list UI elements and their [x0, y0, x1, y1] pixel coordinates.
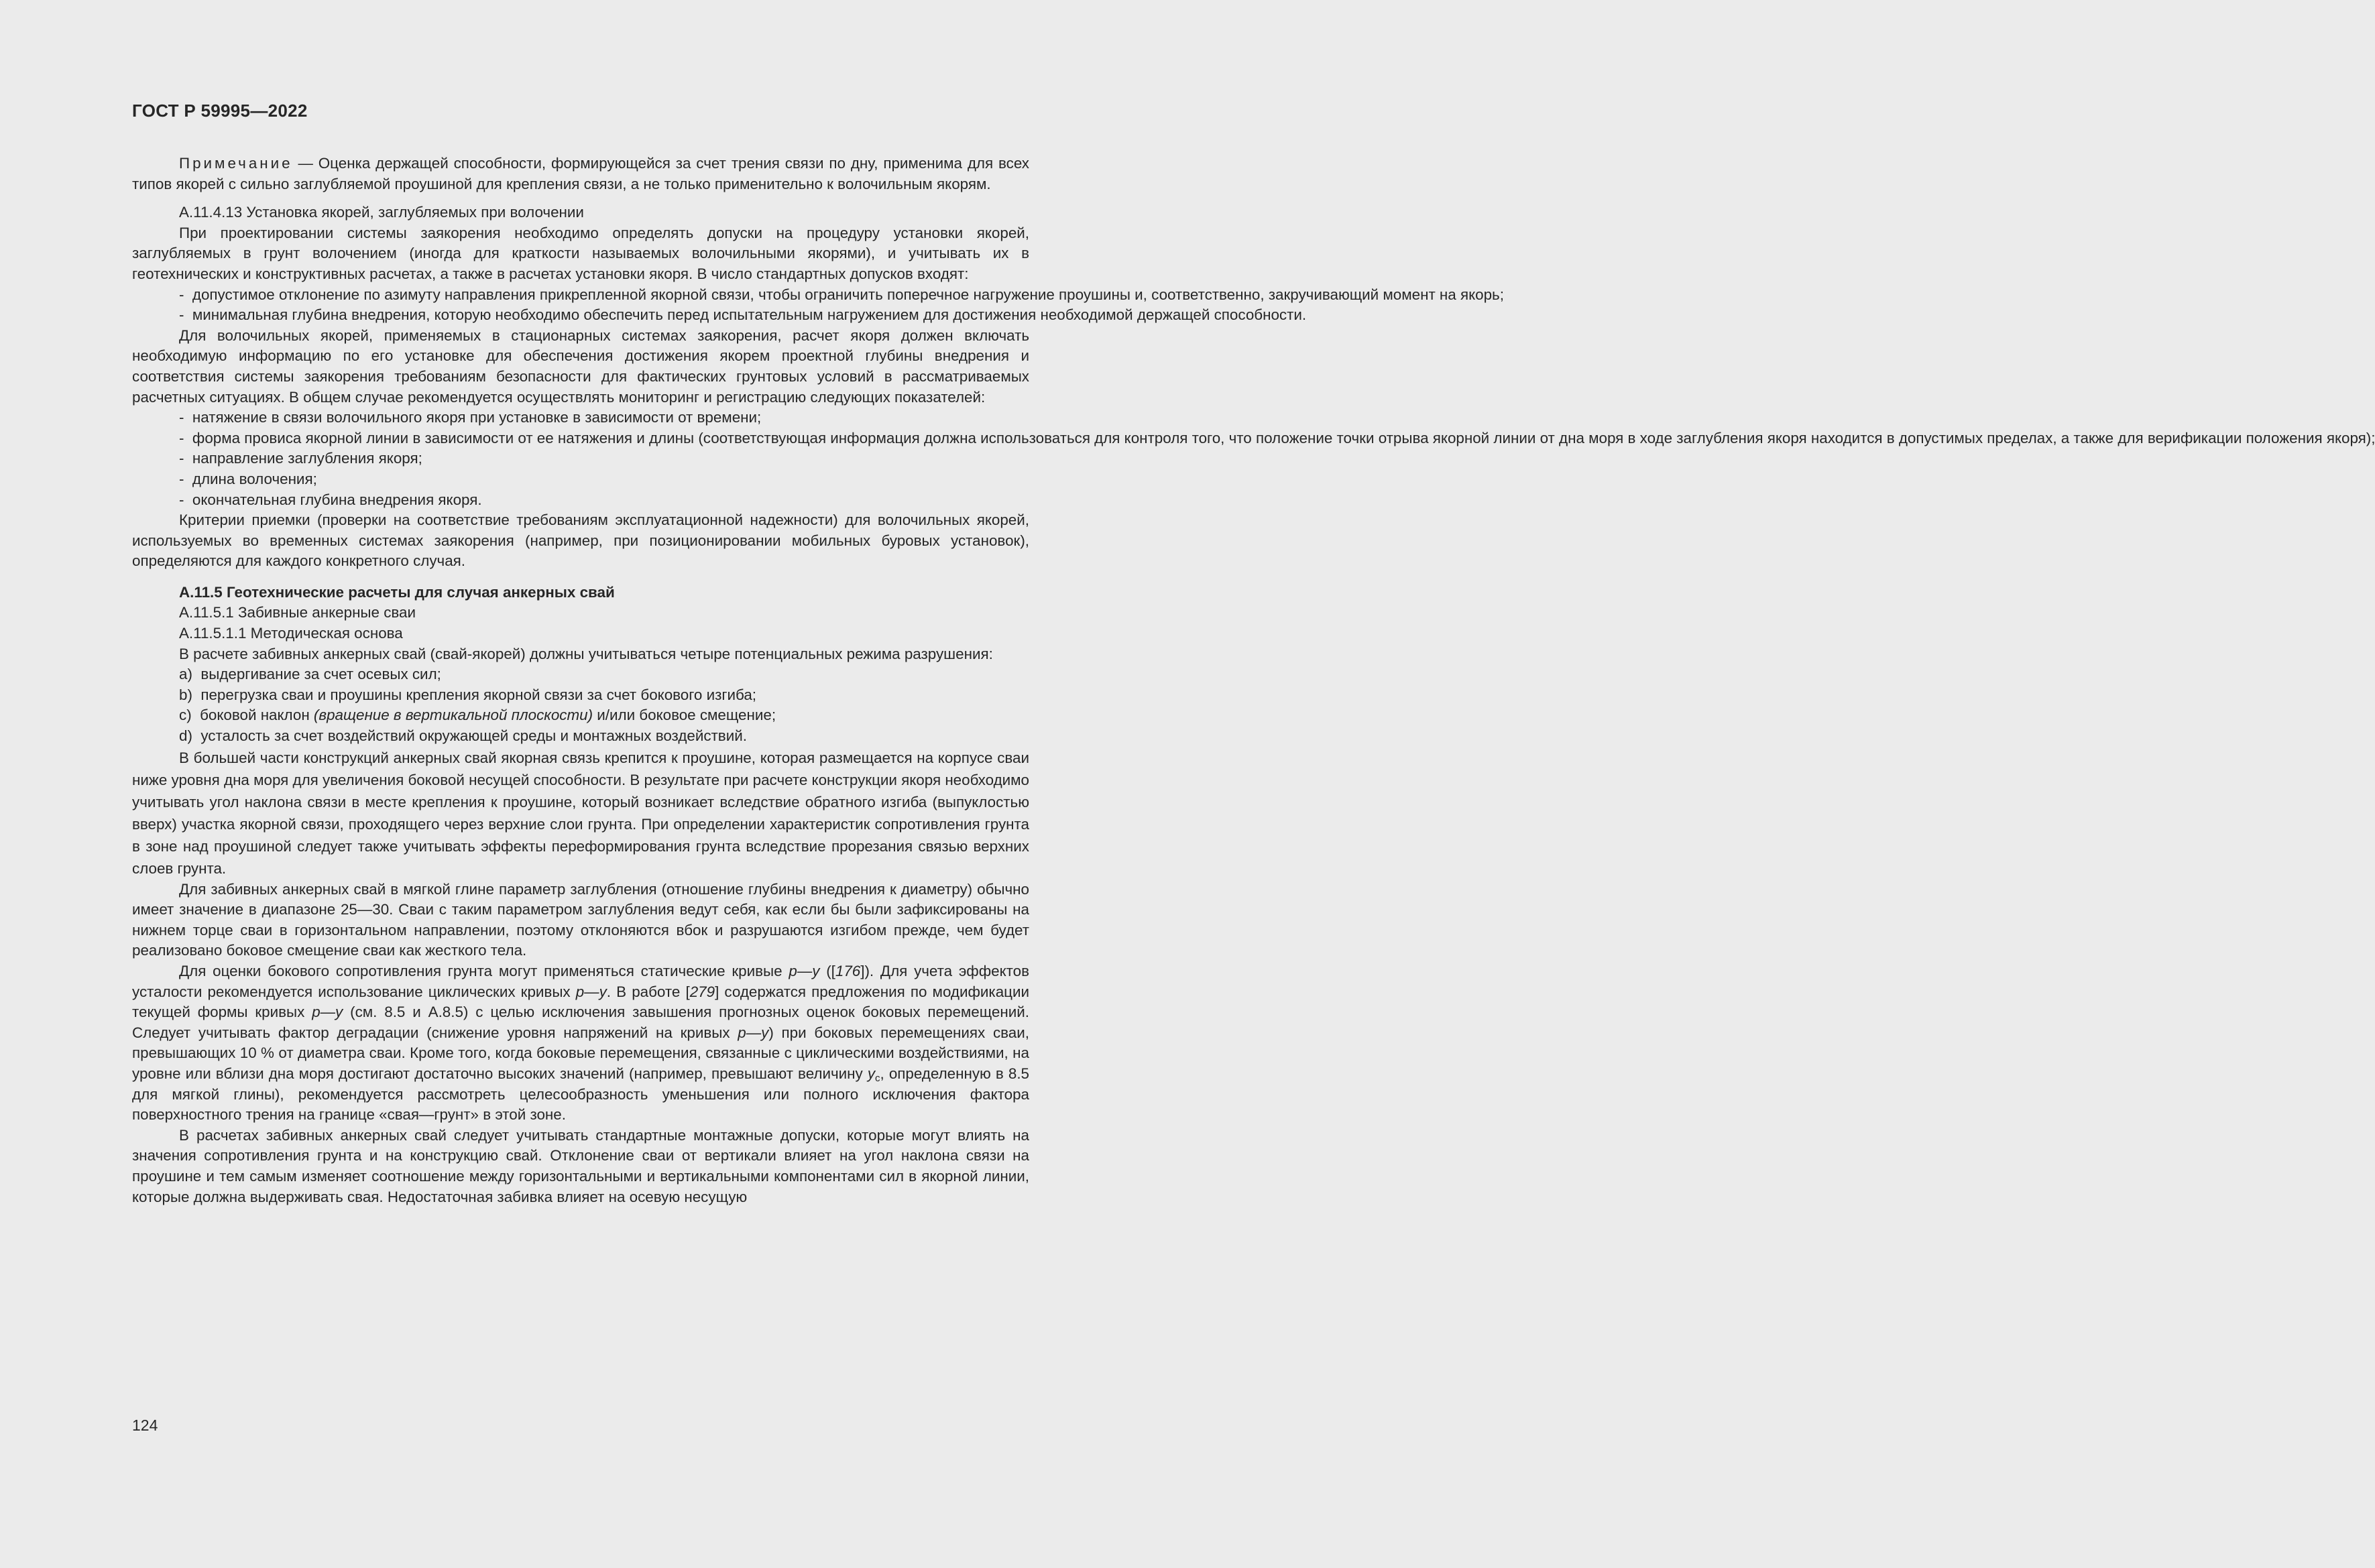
list-item: - направление заглубления якоря;	[179, 450, 422, 467]
page-number: 124	[132, 1416, 158, 1434]
note-text: — Оценка держащей способности, формирующейся за счет трения связи по дну, применима для всех типов якорей с сильно заглубляемой проушиной для крепления связи, а не только применительно к волочильным якорям.	[132, 155, 1029, 192]
document-header: ГОСТ Р 59995—2022	[132, 101, 308, 121]
list-item: - форма провиса якорной линии в зависимости от ее натяжения и длины (соответствующая информация должна использоваться для контроля того, что положение точки отрыва якорной линии от дна моря в ходе заглубления якоря находится в допустимых пределах, а также для верификации положения якоря);	[179, 429, 2375, 446]
paragraph: Для волочильных якорей, применяемых в стационарных системах заякорения, расчет якоря должен включать необходимую информацию по его установке для обеспечения достижения якорем проектной глубины внедрения и соответствия системы заякорения требованиям безопасности для фактических грунтовых условий в рассматриваемых расчетных ситуациях. В общем случае рекомендуется осуществлять мониторинг и регистрацию следующих показателей:	[132, 326, 1029, 406]
paragraph: В расчете забивных анкерных свай (свай-якорей) должны учитываться четыре потенциальных режима разрушения:	[179, 645, 993, 662]
paragraph: В расчетах забивных анкерных свай следует учитывать стандартные монтажные допуски, которые могут влиять на значения сопротивления грунта и на конструкцию свай. Отклонение сваи от вертикали влияет на угол наклона связи на проушине и тем самым изменяет соотношение между горизонтальными и вертикальными компонентами сил в якорной линии, которые должна выдерживать свая. Недостаточная забивка влияет на осевую несущую	[132, 1126, 1029, 1205]
note-label: Примечание	[179, 155, 293, 172]
list-item: - длина волочения;	[179, 470, 317, 487]
paragraph: При проектировании системы заякорения необходимо определять допуски на процедуру установки якорей, заглубляемых в грунт волочением (иногда для краткости называемых волочильными якорями), и учитывать их в геотехнических и конструктивных расчетах, а также в расчетах установки якоря. В число стандартных допусков входят:	[132, 224, 1029, 282]
list-item: - минимальная глубина внедрения, которую необходимо обеспечить перед испытательным нагружением для достижения необходимой держащей способности.	[179, 306, 1307, 324]
paragraph: В большей части конструкций анкерных свай якорная связь крепится к проушине, которая размещается на корпусе сваи ниже уровня дна моря для увеличения боковой несущей способности. В результате при расчете конструкции якоря необходимо учитывать угол наклона связи в месте крепления к проушине, который возникает вследствие обратного изгиба (выпуклостью вверх) участка якорной связи, проходящего через верхние слои грунта. При определении характеристик сопротивления грунта в зоне над проушиной следует также учитывать эффекты переформирования грунта вследствие прорезания связью верхних слоев грунта.	[132, 749, 1029, 877]
paragraph: Критерии приемки (проверки на соответствие требованиям эксплуатационной надежности) для волочильных якорей, используемых во временных системах заякорения (например, при позиционировании мобильных буровых установок), определяются для каждого конкретного случая.	[132, 511, 1029, 570]
list-item: b) перегрузка сваи и проушины крепления якорной связи за счет бокового изгиба;	[179, 686, 757, 703]
list-item: a) выдергивание за счет осевых сил;	[179, 666, 441, 683]
subsection-heading: А.11.5.1 Забивные анкерные сваи	[179, 604, 416, 621]
list-item: - окончательная глубина внедрения якоря.	[179, 491, 482, 508]
list-item: - натяжение в связи волочильного якоря при установке в зависимости от времени;	[179, 409, 762, 426]
paragraph: Для забивных анкерных свай в мягкой глине параметр заглубления (отношение глубины внедрения к диаметру) обычно имеет значение в диапазоне 25—30. Сваи с таким параметром заглубления ведут себя, как если бы были зафиксированы на нижнем торце сваи в горизонтальном направлении, поэтому отклоняются вбок и разрушаются изгибом прежде, чем будет реализовано боковое смещение сваи как жесткого тела.	[132, 880, 1029, 959]
section-heading: А.11.5 Геотехнические расчеты для случая анкерных свай	[179, 583, 615, 601]
note-paragraph	[132, 154, 1029, 194]
document-body	[132, 154, 2375, 1207]
list-item: d) усталость за счет воздействий окружающей среды и монтажных воздействий.	[179, 727, 747, 745]
list-item: - допустимое отклонение по азимуту направления прикрепленной якорной связи, чтобы ограничить поперечное нагружение проушины и, соответственно, закручивающий момент на якорь;	[179, 286, 1504, 303]
paragraph: Для оценки бокового сопротивления грунта могут применяться статические кривые p—y ([176]). Для учета эффектов усталости рекомендуется использование циклических кривых p—y. В работе [279] содержатся предложения по модификации текущей формы кривых p—y (см. 8.5 и А.8.5) с целью исключения завышения прогнозных оценок боковых перемещений. Следует учитывать фактор деградации (снижение уровня напряжений на кривых p—y) при боковых перемещениях сваи, превышающих 10 % от диаметра сваи. Кроме того, когда боковые перемещения, связанные с циклическими воздействиями, на уровне или вблизи дна моря достигают достаточно высоких значений (например, превышают величину $y_c$, определенную в 8.5 для мягкой глины), рекомендуется рассмотреть целесообразность уменьшения или полного исключения фактора поверхностного трения на границе «свая—грунт» в этой зоне.	[132, 963, 1030, 1124]
section-heading: А.11.4.13 Установка якорей, заглубляемых при волочении	[179, 204, 584, 221]
subsection-heading: А.11.5.1.1 Методическая основа	[179, 625, 403, 642]
list-item: c) боковой наклон (вращение в вертикальной плоскости) и/или боковое смещение;	[179, 707, 776, 724]
